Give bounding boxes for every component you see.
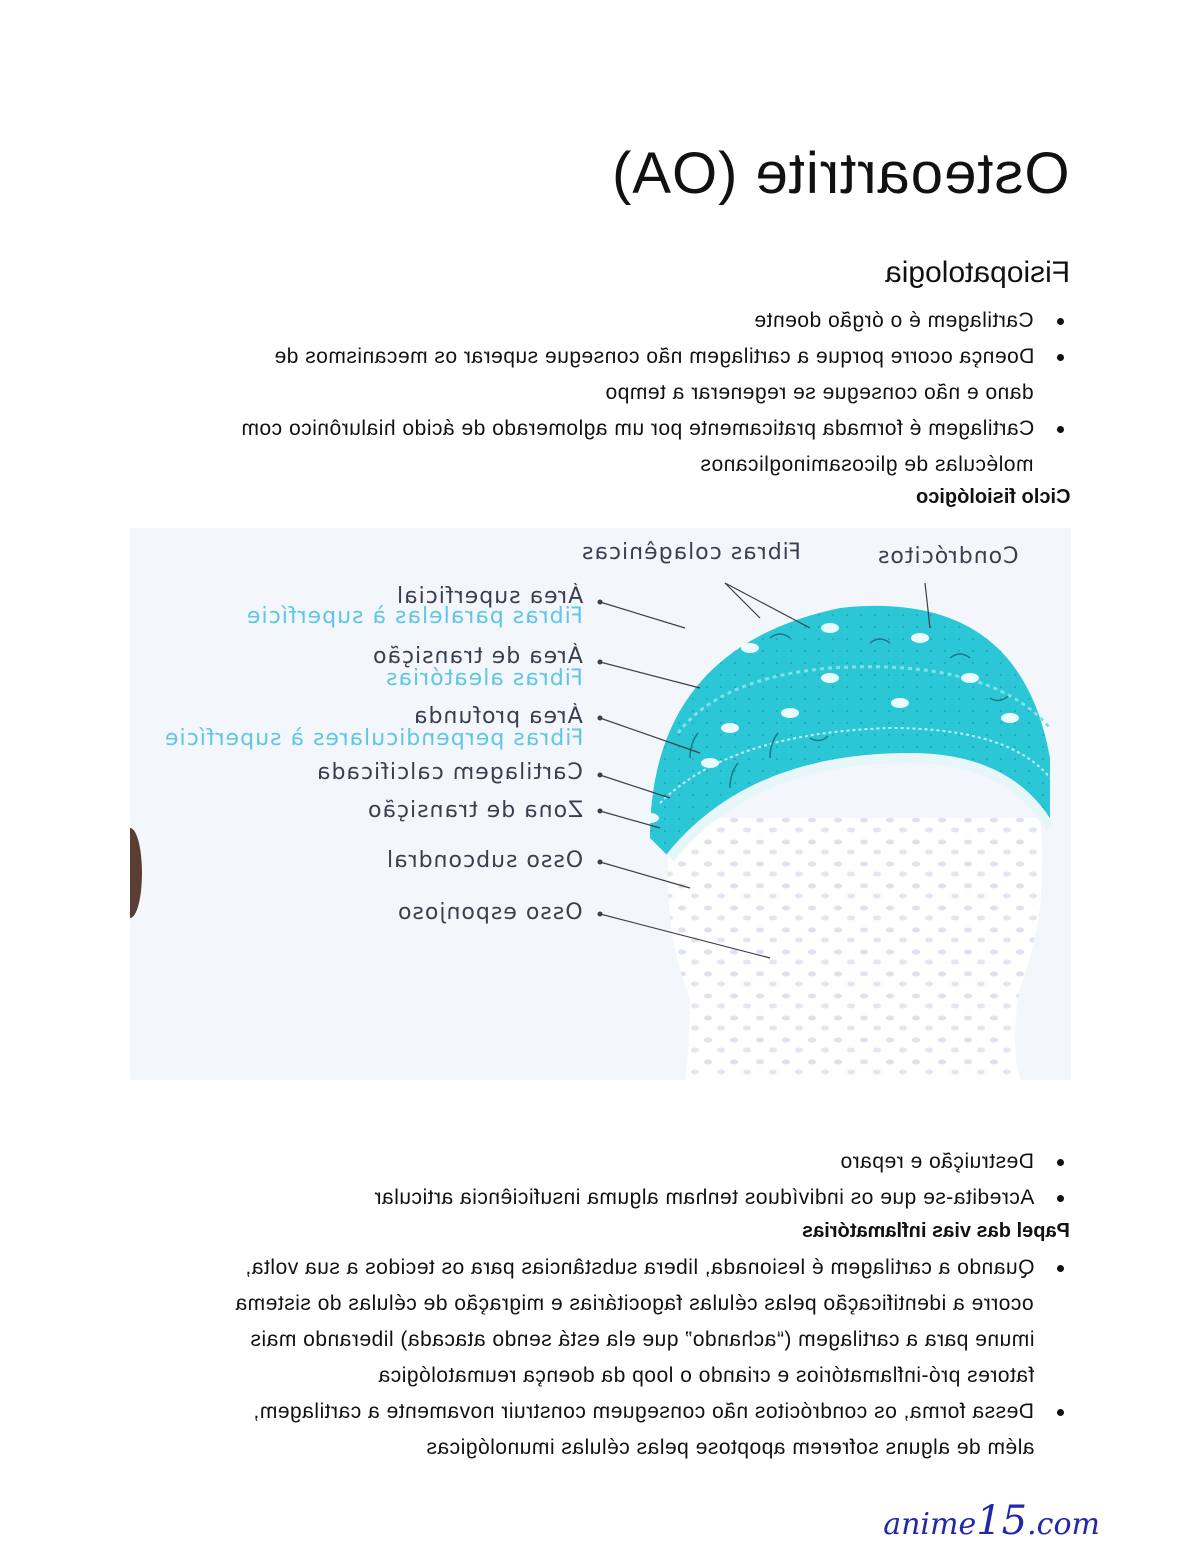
- list-item-continuation: ocorre a identificação pelas células fagocitárias e migração de células do sistema: [235, 1292, 1034, 1315]
- list-item: Cartilagem é formada praticamente por um aglomerado de ácido hialurônico com: [241, 411, 1070, 447]
- list-item-continuation: imune para a cartilagem (“achando” que ela está sendo atacada) liberando mais: [249, 1328, 1034, 1351]
- label-fibras-aleatorias: Fibras aleatórias: [385, 666, 583, 691]
- label-area-profunda: Área profunda: [413, 704, 583, 729]
- cartilage-diagram: [130, 528, 1071, 1080]
- label-osso-subcondral: Osso subcondral: [385, 848, 583, 873]
- list-item: Doença ocorre porque a cartilagem não consegue superar os mecanismos de: [241, 339, 1070, 375]
- papel-list: [235, 1250, 1070, 1466]
- label-cartilagem-calcificada: Cartilagem calcificada: [316, 760, 583, 785]
- list-item: Cartilagem é o órgão doente: [241, 303, 1070, 339]
- label-condrocitos: Condrócitos: [877, 544, 1019, 569]
- page-title: [611, 140, 1070, 207]
- label-area-transicao: Área de transição: [372, 644, 583, 669]
- list-item-continuation: dano e não consegue se regenerar a tempo: [605, 381, 1034, 404]
- list-item: Destruição e reparo: [374, 1144, 1070, 1180]
- section-heading-fisiopatologia: Fisiopatologia: [884, 256, 1070, 289]
- section-heading-papel: Papel das vias inflamatórias: [802, 1220, 1070, 1242]
- finger-shadow: [130, 828, 142, 918]
- label-osso-esponjoso: Osso esponjoso: [397, 900, 583, 925]
- label-fibras-colagenicas: Fibras colagênicas: [581, 540, 801, 565]
- watermark-logo: anime15.com: [883, 1498, 1100, 1544]
- label-area-superficial: Área superficial: [395, 584, 583, 609]
- list-item-continuation: fatores pró-inflamatórios e criando o loop da doença reumatológica: [377, 1364, 1034, 1387]
- section-heading-ciclo: Ciclo fisiológico: [915, 486, 1070, 508]
- label-zona-transicao: Zona de transição: [366, 798, 583, 823]
- page-title-text: Osteoartrite (OA): [611, 141, 1070, 206]
- list-item: Quando a cartilagem é lesionada, libera substâncias para os tecidos a sua volta,: [235, 1250, 1070, 1286]
- list-item-continuation: moléculas de glicosaminoglicanos: [700, 453, 1034, 476]
- label-fibras-paralelas: Fibras paralelas à superfície: [246, 604, 583, 629]
- fisiopatologia-list: [241, 303, 1070, 483]
- ciclo-list: [374, 1144, 1070, 1216]
- list-item: Dessa forma, os condrócitos não conseguem construir novamente a cartilagem,: [235, 1394, 1070, 1430]
- list-item: Acredita-se que os indivíduos tenham alguma insuficiência articular: [374, 1180, 1070, 1216]
- label-fibras-perpendiculares: Fibras perpendiculares à superfície: [163, 726, 583, 751]
- list-item-continuation: além de alguns sofrerem apoptose pelas células imunológicas: [425, 1436, 1034, 1459]
